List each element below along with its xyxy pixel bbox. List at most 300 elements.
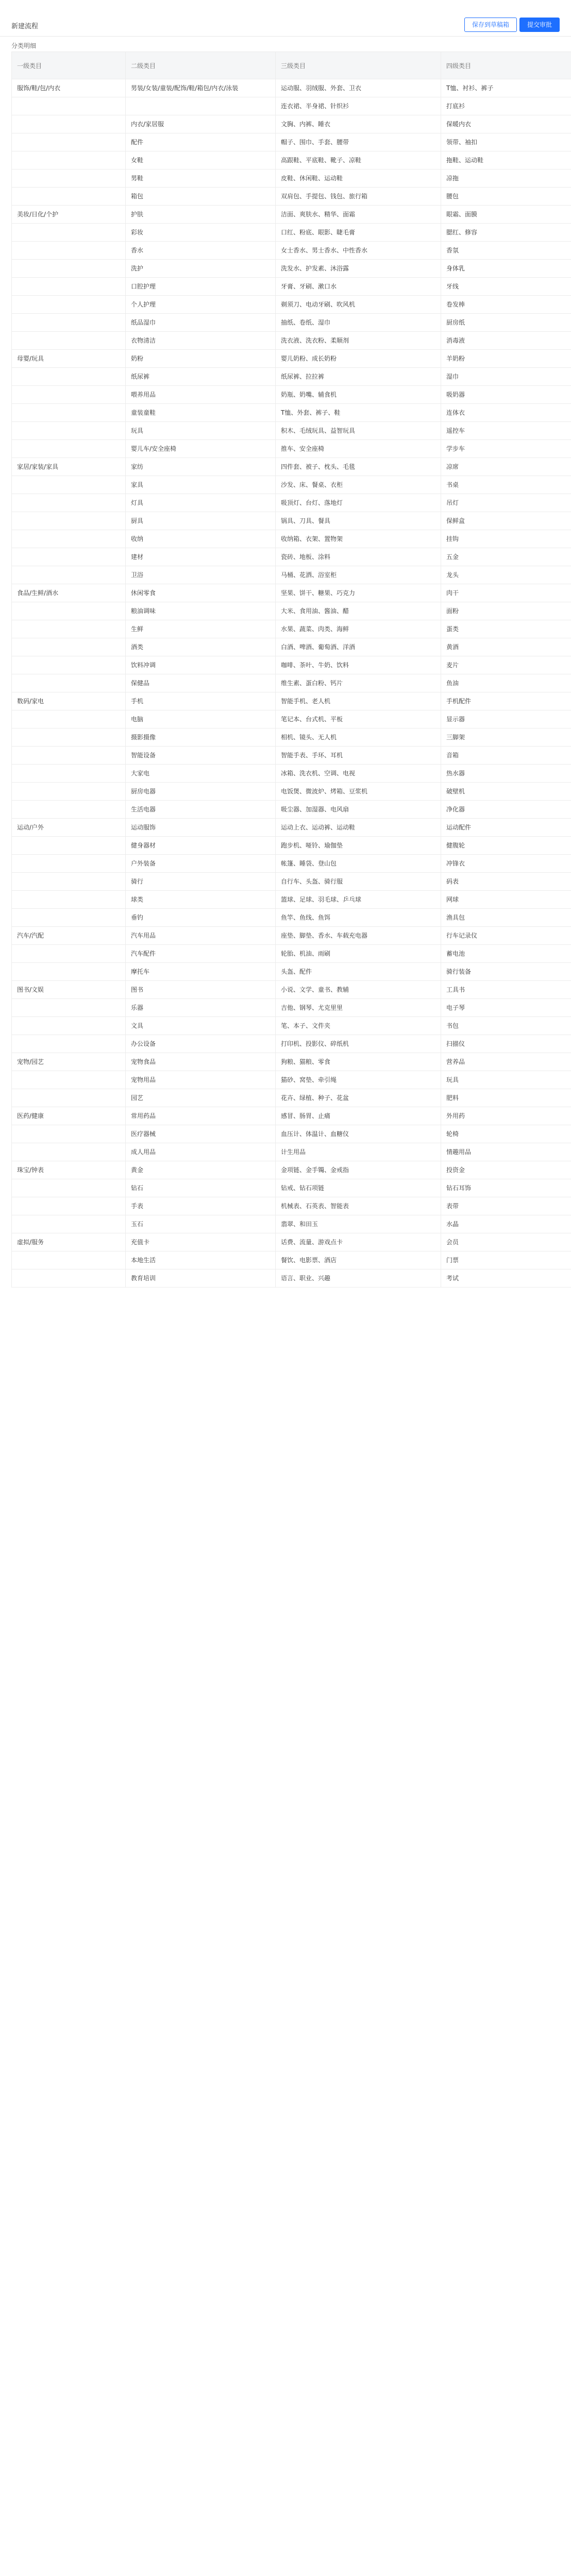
table-cell: 语言、职业、兴趣: [276, 1269, 441, 1287]
table-row: [12, 458, 571, 476]
table-cell: 腮红、修容: [441, 224, 571, 242]
table-cell: [12, 999, 126, 1017]
table-cell: 办公设备: [126, 1035, 276, 1053]
table-row: [12, 1107, 571, 1125]
table-cell: 家居/家装/家具: [12, 458, 126, 476]
table-cell: 笔记本、台式机、平板: [276, 710, 441, 728]
table-cell: [12, 151, 126, 170]
table-row: [12, 710, 571, 728]
table-row: [12, 1125, 571, 1143]
table-cell: 大米、食用油、酱油、醋: [276, 602, 441, 620]
table-cell: 狗粮、猫粮、零食: [276, 1053, 441, 1071]
table-cell: 智能设备: [126, 747, 276, 765]
table-cell: 三脚架: [441, 728, 571, 747]
table-cell: 鱼竿、鱼线、鱼饵: [276, 909, 441, 927]
table-row: [12, 350, 571, 368]
table-cell: 医药/健康: [12, 1107, 126, 1125]
table-cell: 蓄电池: [441, 945, 571, 963]
table-row: [12, 783, 571, 801]
table-cell: 拖鞋、运动鞋: [441, 151, 571, 170]
table-cell: [12, 837, 126, 855]
table-cell: 乐器: [126, 999, 276, 1017]
table-cell: 保暖内衣: [441, 115, 571, 133]
table-cell: [12, 260, 126, 278]
table-cell: 音箱: [441, 747, 571, 765]
table-cell: [12, 783, 126, 801]
table-cell: 运动配件: [441, 819, 571, 837]
table-cell: [12, 494, 126, 512]
table-cell: [12, 530, 126, 548]
table-row: [12, 1269, 571, 1287]
table-cell: 计生用品: [276, 1143, 441, 1161]
table-cell: 摩托车: [126, 963, 276, 981]
table-cell: 冰箱、洗衣机、空调、电视: [276, 765, 441, 783]
table-row: [12, 1215, 571, 1233]
table-cell: 剃须刀、电动牙刷、吹风机: [276, 296, 441, 314]
table-cell: 水晶: [441, 1215, 571, 1233]
table-cell: [12, 188, 126, 206]
table-cell: 吊灯: [441, 494, 571, 512]
table-row: [12, 692, 571, 710]
table-cell: 食品/生鲜/酒水: [12, 584, 126, 602]
table-row: [12, 927, 571, 945]
table-cell: 学步车: [441, 440, 571, 458]
table-cell: 运动上衣、运动裤、运动鞋: [276, 819, 441, 837]
table-row: [12, 837, 571, 855]
column-header: 四级类目: [441, 52, 571, 79]
table-cell: 感冒、肠胃、止痛: [276, 1107, 441, 1125]
table-cell: [12, 1197, 126, 1215]
table-cell: [12, 638, 126, 656]
table-cell: 数码/家电: [12, 692, 126, 710]
table-cell: 轮椅: [441, 1125, 571, 1143]
table-cell: 玩具: [441, 1071, 571, 1089]
save-draft-button[interactable]: 保存到草稿箱: [464, 18, 517, 32]
table-cell: 骑行: [126, 873, 276, 891]
table-row: [12, 1233, 571, 1251]
table-row: [12, 512, 571, 530]
table-cell: 医疗器械: [126, 1125, 276, 1143]
table-cell: [12, 1251, 126, 1269]
table-row: [12, 855, 571, 873]
table-cell: 酒类: [126, 638, 276, 656]
table-row: [12, 476, 571, 494]
table-cell: [12, 476, 126, 494]
table-row: [12, 1071, 571, 1089]
table-cell: 跑步机、哑铃、瑜伽垫: [276, 837, 441, 855]
table-row: [12, 873, 571, 891]
table-cell: 收纳箱、衣架、置物架: [276, 530, 441, 548]
table-cell: [12, 404, 126, 422]
table-cell: 血压计、体温计、血糖仪: [276, 1125, 441, 1143]
table-cell: 户外装备: [126, 855, 276, 873]
table-row: [12, 765, 571, 783]
table-row: [12, 728, 571, 747]
table-cell: 电饭煲、微波炉、烤箱、豆浆机: [276, 783, 441, 801]
table-cell: [12, 1089, 126, 1107]
table-row: [12, 242, 571, 260]
table-cell: [12, 963, 126, 981]
table-cell: [12, 1143, 126, 1161]
table-cell: [12, 891, 126, 909]
table-cell: 皮鞋、休闲鞋、运动鞋: [276, 170, 441, 188]
table-cell: 洗发水、护发素、沐浴露: [276, 260, 441, 278]
table-cell: 扫描仪: [441, 1035, 571, 1053]
table-cell: 汽车用品: [126, 927, 276, 945]
table-cell: 建材: [126, 548, 276, 566]
table-cell: 玉石: [126, 1215, 276, 1233]
table-row: [12, 819, 571, 837]
table-cell: [12, 1125, 126, 1143]
table-cell: 女鞋: [126, 151, 276, 170]
table-row: [12, 332, 571, 350]
table-cell: 虚拟/服务: [12, 1233, 126, 1251]
table-row: [12, 440, 571, 458]
table-cell: [12, 422, 126, 440]
table-row: [12, 1017, 571, 1035]
table-row: [12, 97, 571, 115]
table-cell: 凉拖: [441, 170, 571, 188]
table-cell: 话费、流量、游戏点卡: [276, 1233, 441, 1251]
table-cell: 个人护理: [126, 296, 276, 314]
table-row: [12, 909, 571, 927]
table-cell: 连衣裙、半身裙、针织衫: [276, 97, 441, 115]
table-cell: 帐篷、睡袋、登山包: [276, 855, 441, 873]
table-cell: 消毒液: [441, 332, 571, 350]
table-row: [12, 1089, 571, 1107]
table-cell: 锅具、刀具、餐具: [276, 512, 441, 530]
table-cell: 宠物食品: [126, 1053, 276, 1071]
table-header: [12, 52, 571, 79]
table-cell: 成人用品: [126, 1143, 276, 1161]
table-cell: 羊奶粉: [441, 350, 571, 368]
table-cell: T恤、外套、裤子、鞋: [276, 404, 441, 422]
table-cell: 打底衫: [441, 97, 571, 115]
table-cell: 厨具: [126, 512, 276, 530]
table-row: [12, 1179, 571, 1197]
table-cell: 运动服饰: [126, 819, 276, 837]
table-cell: [12, 170, 126, 188]
table-cell: 常用药品: [126, 1107, 276, 1125]
table-cell: [12, 945, 126, 963]
table-cell: 吉他、钢琴、尤克里里: [276, 999, 441, 1017]
table-cell: [12, 1179, 126, 1197]
table-cell: [12, 512, 126, 530]
table-row: [12, 206, 571, 224]
table-cell: [126, 97, 276, 115]
table-row: [12, 999, 571, 1017]
table-cell: 奶粉: [126, 350, 276, 368]
table-cell: 珠宝/钟表: [12, 1161, 126, 1179]
table-cell: 宠物/园艺: [12, 1053, 126, 1071]
table-cell: 外用药: [441, 1107, 571, 1125]
table-cell: 蛋类: [441, 620, 571, 638]
table-row: [12, 314, 571, 332]
table-cell: 卷发棒: [441, 296, 571, 314]
table-cell: [12, 656, 126, 674]
table-cell: 护肤: [126, 206, 276, 224]
table-cell: 美妆/日化/个护: [12, 206, 126, 224]
table-cell: [12, 224, 126, 242]
table-row: [12, 386, 571, 404]
table-cell: 手机配件: [441, 692, 571, 710]
table-cell: [12, 1071, 126, 1089]
table-cell: 四件套、被子、枕头、毛毯: [276, 458, 441, 476]
table-cell: 面粉: [441, 602, 571, 620]
table-cell: 文具: [126, 1017, 276, 1035]
table-cell: 坚果、饼干、糖果、巧克力: [276, 584, 441, 602]
table-cell: 渔具包: [441, 909, 571, 927]
table-cell: 吸尘器、加湿器、电风扇: [276, 801, 441, 819]
table-cell: 遥控车: [441, 422, 571, 440]
table-cell: 相机、镜头、无人机: [276, 728, 441, 747]
table-cell: [12, 332, 126, 350]
table-cell: 行车记录仪: [441, 927, 571, 945]
table-row: [12, 620, 571, 638]
table-cell: 图书: [126, 981, 276, 999]
table-cell: 小说、文学、童书、教辅: [276, 981, 441, 999]
table-cell: 生活电器: [126, 801, 276, 819]
table-row: [12, 674, 571, 692]
table-cell: 咖啡、茶叶、牛奶、饮料: [276, 656, 441, 674]
table-cell: 奶瓶、奶嘴、辅食机: [276, 386, 441, 404]
table-cell: [12, 242, 126, 260]
table-cell: [12, 674, 126, 692]
table-cell: [12, 296, 126, 314]
table-row: [12, 422, 571, 440]
table-cell: 净化器: [441, 801, 571, 819]
table-cell: 笔、本子、文件夹: [276, 1017, 441, 1035]
table-cell: 维生素、蛋白粉、钙片: [276, 674, 441, 692]
table-cell: 码表: [441, 873, 571, 891]
table-cell: 门票: [441, 1251, 571, 1269]
table-cell: 充值卡: [126, 1233, 276, 1251]
table-row: [12, 656, 571, 674]
table-row: [12, 494, 571, 512]
table-cell: 帽子、围巾、手套、腰带: [276, 133, 441, 151]
table-cell: 机械表、石英表、智能表: [276, 1197, 441, 1215]
table-cell: 书桌: [441, 476, 571, 494]
table-cell: 凉席: [441, 458, 571, 476]
table-cell: 健腹轮: [441, 837, 571, 855]
table-cell: 餐饮、电影票、酒店: [276, 1251, 441, 1269]
table-cell: 推车、安全座椅: [276, 440, 441, 458]
table-cell: [12, 440, 126, 458]
table-cell: 瓷砖、地板、涂料: [276, 548, 441, 566]
table-cell: 母婴/玩具: [12, 350, 126, 368]
table-row: [12, 638, 571, 656]
table-cell: [12, 1215, 126, 1233]
table-cell: 园艺: [126, 1089, 276, 1107]
table-cell: 保鲜盒: [441, 512, 571, 530]
table-row: [12, 115, 571, 133]
table-cell: 马桶、花洒、浴室柜: [276, 566, 441, 584]
table-cell: 智能手表、手环、耳机: [276, 747, 441, 765]
table-cell: [12, 801, 126, 819]
table-cell: 工具书: [441, 981, 571, 999]
table-row: [12, 1053, 571, 1071]
table-cell: 钻石耳饰: [441, 1179, 571, 1197]
column-header: 三级类目: [276, 52, 441, 79]
table-cell: 教育培训: [126, 1269, 276, 1287]
table-cell: [12, 1269, 126, 1287]
table-cell: 黄酒: [441, 638, 571, 656]
table-cell: 厨房电器: [126, 783, 276, 801]
table-cell: 纸尿裤: [126, 368, 276, 386]
table-cell: 水果、蔬菜、肉类、海鲜: [276, 620, 441, 638]
table-cell: 厨房纸: [441, 314, 571, 332]
column-header: 一级类目: [12, 52, 126, 79]
table-cell: 鱼油: [441, 674, 571, 692]
table-row: [12, 1197, 571, 1215]
table-cell: 内衣/家居服: [126, 115, 276, 133]
table-row: [12, 602, 571, 620]
table-cell: 书包: [441, 1017, 571, 1035]
table-cell: 洗衣液、洗衣粉、柔顺剂: [276, 332, 441, 350]
table-cell: 收纳: [126, 530, 276, 548]
table-cell: 生鲜: [126, 620, 276, 638]
table-cell: [12, 1035, 126, 1053]
table-cell: 挂钩: [441, 530, 571, 548]
table-cell: 眼霜、面膜: [441, 206, 571, 224]
table-cell: 童装童鞋: [126, 404, 276, 422]
submit-button[interactable]: 提交审批: [519, 18, 560, 32]
table-cell: 会员: [441, 1233, 571, 1251]
table-row: [12, 151, 571, 170]
table-cell: 网球: [441, 891, 571, 909]
table-row: [12, 296, 571, 314]
table-row: [12, 747, 571, 765]
table-row: [12, 1035, 571, 1053]
table-cell: 积木、毛绒玩具、益智玩具: [276, 422, 441, 440]
table-cell: 篮球、足球、羽毛球、乒乓球: [276, 891, 441, 909]
table-cell: 口腔护理: [126, 278, 276, 296]
table-row: [12, 566, 571, 584]
top-bar: [0, 0, 571, 37]
table-cell: 身体乳: [441, 260, 571, 278]
table-cell: 猫砂、窝垫、牵引绳: [276, 1071, 441, 1089]
table-row: [12, 224, 571, 242]
table-cell: 手机: [126, 692, 276, 710]
table-row: [12, 891, 571, 909]
table-row: [12, 530, 571, 548]
table-cell: [12, 620, 126, 638]
table-cell: 腰包: [441, 188, 571, 206]
table-cell: 显示器: [441, 710, 571, 728]
table-cell: 健身器材: [126, 837, 276, 855]
table-cell: 保健品: [126, 674, 276, 692]
table-cell: 洗护: [126, 260, 276, 278]
table-cell: 牙线: [441, 278, 571, 296]
table-cell: 投资金: [441, 1161, 571, 1179]
table-cell: 破壁机: [441, 783, 571, 801]
table-cell: [12, 386, 126, 404]
table-cell: [12, 97, 126, 115]
category-table: [11, 52, 560, 1287]
table-cell: 本地生活: [126, 1251, 276, 1269]
table-cell: 喂养用品: [126, 386, 276, 404]
table-cell: 骑行装备: [441, 963, 571, 981]
table-cell: 灯具: [126, 494, 276, 512]
table-cell: 智能手机、老人机: [276, 692, 441, 710]
table-cell: 衣物清洁: [126, 332, 276, 350]
table-cell: 香氛: [441, 242, 571, 260]
table-cell: 摄影摄像: [126, 728, 276, 747]
table-cell: [12, 566, 126, 584]
table-cell: 图书/文娱: [12, 981, 126, 999]
table-row: [12, 584, 571, 602]
table-cell: 热水器: [441, 765, 571, 783]
table-cell: [12, 548, 126, 566]
table-cell: [12, 602, 126, 620]
table-cell: 大家电: [126, 765, 276, 783]
table-cell: 婴儿车/安全座椅: [126, 440, 276, 458]
table-cell: 考试: [441, 1269, 571, 1287]
table-row: [12, 79, 571, 97]
table-row: [12, 548, 571, 566]
table-cell: 配件: [126, 133, 276, 151]
table-cell: 白酒、啤酒、葡萄酒、洋酒: [276, 638, 441, 656]
table-cell: [12, 747, 126, 765]
table-cell: 湿巾: [441, 368, 571, 386]
table-cell: 粮油调味: [126, 602, 276, 620]
column-header: 二级类目: [126, 52, 276, 79]
table-cell: 玩具: [126, 422, 276, 440]
table-cell: 香水: [126, 242, 276, 260]
table-cell: 纸尿裤、拉拉裤: [276, 368, 441, 386]
table-row: [12, 404, 571, 422]
table-row: [12, 260, 571, 278]
table-cell: [12, 873, 126, 891]
table-cell: 牙膏、牙刷、漱口水: [276, 278, 441, 296]
table-cell: 彩妆: [126, 224, 276, 242]
table-cell: 翡翠、和田玉: [276, 1215, 441, 1233]
table-row: [12, 278, 571, 296]
table-row: [12, 188, 571, 206]
table-cell: 球类: [126, 891, 276, 909]
table-cell: 钻石: [126, 1179, 276, 1197]
table-cell: 抽纸、卷纸、湿巾: [276, 314, 441, 332]
table-cell: 服饰/鞋/包/内衣: [12, 79, 126, 97]
table-cell: 电子琴: [441, 999, 571, 1017]
table-cell: 卫浴: [126, 566, 276, 584]
table-cell: 汽车/汽配: [12, 927, 126, 945]
table-row: [12, 1161, 571, 1179]
table-cell: 肉干: [441, 584, 571, 602]
table-cell: 高跟鞋、平底鞋、靴子、凉鞋: [276, 151, 441, 170]
table-row: [12, 981, 571, 999]
table-cell: 文胸、内裤、睡衣: [276, 115, 441, 133]
table-cell: 金项链、金手镯、金戒指: [276, 1161, 441, 1179]
table-cell: 宠物用品: [126, 1071, 276, 1089]
table-cell: [12, 1017, 126, 1035]
table-cell: 营养品: [441, 1053, 571, 1071]
table-cell: 家具: [126, 476, 276, 494]
table-cell: 连体衣: [441, 404, 571, 422]
section-label: 分类明细: [11, 42, 37, 49]
table-cell: 休闲零食: [126, 584, 276, 602]
table-cell: [12, 368, 126, 386]
table-cell: 吸奶器: [441, 386, 571, 404]
table-cell: [12, 314, 126, 332]
table-cell: 双肩包、手提包、钱包、旅行箱: [276, 188, 441, 206]
table-cell: 男装/女装/童装/配饰/鞋/箱包/内衣/泳装: [126, 79, 276, 97]
table-cell: 纸品湿巾: [126, 314, 276, 332]
table-cell: 运动服、羽绒服、外套、卫衣: [276, 79, 441, 97]
table-cell: 情趣用品: [441, 1143, 571, 1161]
table-row: [12, 963, 571, 981]
table-cell: 头盔、配件: [276, 963, 441, 981]
